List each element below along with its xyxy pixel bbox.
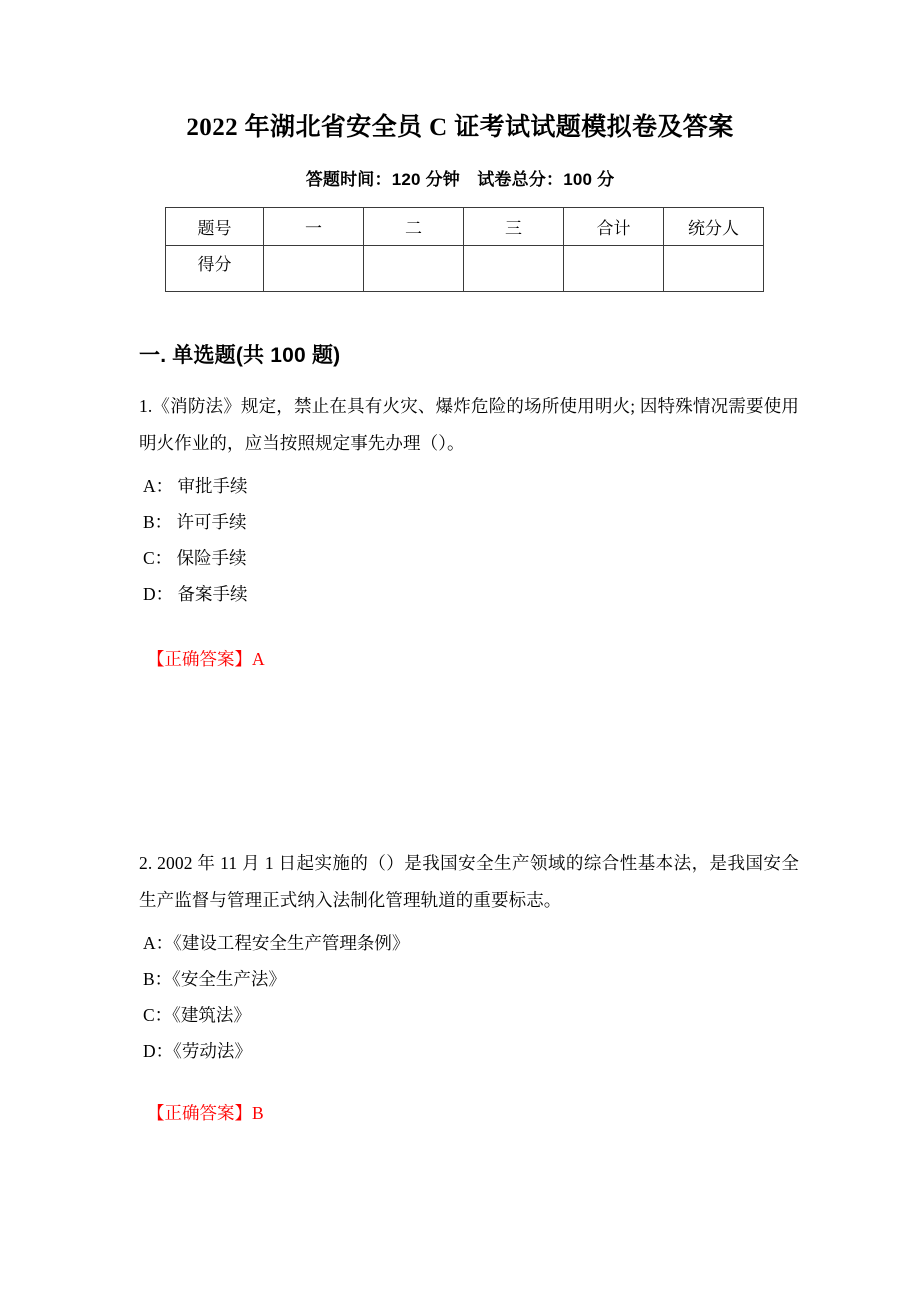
table-header-cell-total: 合计 [564, 208, 664, 246]
document-subtitle: 答题时间：120 分钟 试卷总分：100 分 [305, 170, 615, 189]
option-1-a[interactable]: A： 审批手续 [143, 476, 248, 496]
option-1-b[interactable]: B： 许可手续 [143, 512, 247, 532]
table-cell-score-scorer[interactable] [664, 246, 764, 292]
table-row-score [166, 246, 764, 292]
option-2-a[interactable]: A：《建设工程安全生产管理条例》 [143, 933, 410, 953]
question-options-2 [139, 925, 799, 1069]
table-header-cell-scorer: 统分人 [664, 208, 764, 246]
option-2-d[interactable]: D：《劳动法》 [143, 1041, 252, 1061]
table-cell-score-2[interactable] [364, 246, 464, 292]
question-stem-2: 2. 2002 年 11 月 1 日起实施的（）是我国安全生产领域的综合性基本法，是我国安全生产监督与管理正式纳入法制化管理轨道的重要标志。 [139, 853, 799, 910]
table-cell-score-total[interactable] [564, 246, 664, 292]
table-cell-score-1[interactable] [264, 246, 364, 292]
table-header-cell-label: 题号 [166, 208, 264, 246]
document-title: 2022 年湖北省安全员 C 证考试试题模拟卷及答案 [186, 114, 734, 141]
question-block-2 [139, 845, 799, 1069]
correct-answer-2: 【正确答案】B [147, 1103, 264, 1123]
section-heading-single-choice: 一. 单选题(共 100 题) [139, 344, 341, 367]
table-row-header [166, 208, 764, 246]
question-block-1 [139, 388, 799, 612]
correct-answer-1: 【正确答案】A [147, 649, 265, 669]
table-cell-score-3[interactable] [464, 246, 564, 292]
table-cell-score-label: 得分 [166, 246, 264, 292]
option-2-b[interactable]: B：《安全生产法》 [143, 969, 286, 989]
question-stem-1: 1.《消防法》规定，禁止在具有火灾、爆炸危险的场所使用明火; 因特殊情况需要使用明火作业的，应当按照规定事先办理（）。 [139, 396, 799, 453]
option-1-d[interactable]: D： 备案手续 [143, 584, 248, 604]
score-table-container [165, 207, 757, 292]
score-table [165, 207, 764, 292]
table-header-cell-1: 一 [264, 208, 364, 246]
question-options-1 [139, 468, 799, 612]
option-2-c[interactable]: C：《建筑法》 [143, 1005, 251, 1025]
table-header-cell-3: 三 [464, 208, 564, 246]
option-1-c[interactable]: C： 保险手续 [143, 548, 247, 568]
table-header-cell-2: 二 [364, 208, 464, 246]
